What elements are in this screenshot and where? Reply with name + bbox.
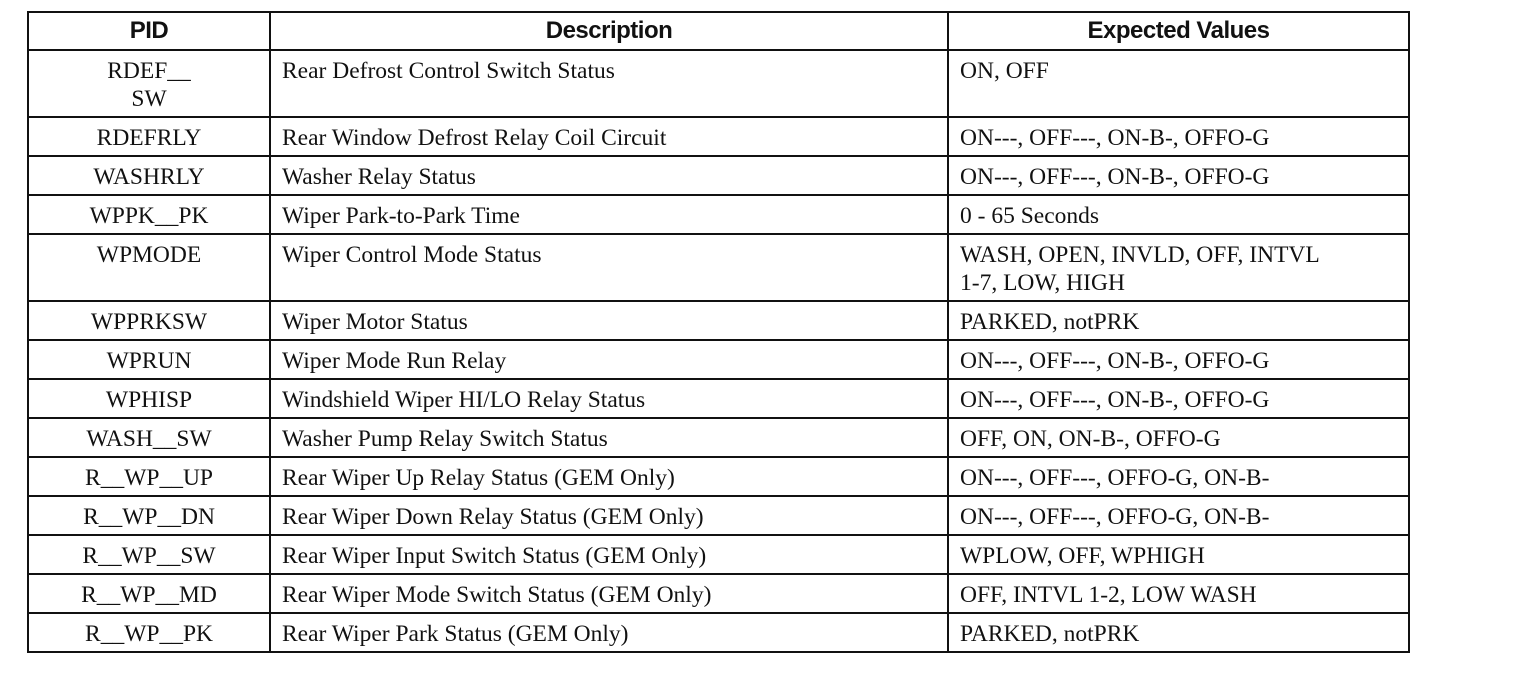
description-cell: Rear Wiper Input Switch Status (GEM Only) — [270, 535, 948, 574]
description-cell: Washer Relay Status — [270, 156, 948, 195]
description-cell: Rear Wiper Park Status (GEM Only) — [270, 613, 948, 652]
expected-values-cell: ON---, OFF---, ON-B-, OFFO-G — [948, 156, 1409, 195]
table-row — [28, 574, 1409, 613]
description-cell: Rear Window Defrost Relay Coil Circuit — [270, 117, 948, 156]
table-row — [28, 535, 1409, 574]
header-pid: PID — [28, 12, 270, 50]
expected-values-cell: PARKED, notPRK — [948, 301, 1409, 340]
expected-values-cell: OFF, ON, ON-B-, OFFO-G — [948, 418, 1409, 457]
pid-cell: WASH__SW — [28, 418, 270, 457]
description-cell: Wiper Motor Status — [270, 301, 948, 340]
expected-values-cell: ON---, OFF---, ON-B-, OFFO-G — [948, 379, 1409, 418]
table-row — [28, 234, 1409, 301]
header-row — [28, 12, 1409, 50]
table-row — [28, 418, 1409, 457]
description-cell: Windshield Wiper HI/LO Relay Status — [270, 379, 948, 418]
expected-values-cell: 0 - 65 Seconds — [948, 195, 1409, 234]
pid-cell: RDEF__ SW — [28, 50, 270, 117]
table-row — [28, 117, 1409, 156]
description-cell: Wiper Mode Run Relay — [270, 340, 948, 379]
pid-cell: R__WP__SW — [28, 535, 270, 574]
table-row — [28, 195, 1409, 234]
table-body — [28, 50, 1409, 652]
pid-cell: WPHISP — [28, 379, 270, 418]
table-row — [28, 379, 1409, 418]
table-row — [28, 613, 1409, 652]
expected-values-cell: ON, OFF — [948, 50, 1409, 117]
description-cell: Rear Wiper Down Relay Status (GEM Only) — [270, 496, 948, 535]
table-row — [28, 457, 1409, 496]
pid-cell: WPRUN — [28, 340, 270, 379]
pid-table — [27, 11, 1410, 653]
table-row — [28, 156, 1409, 195]
pid-cell: R__WP__MD — [28, 574, 270, 613]
pid-cell: RDEFRLY — [28, 117, 270, 156]
table-row — [28, 301, 1409, 340]
table-row — [28, 50, 1409, 117]
pid-cell: R__WP__PK — [28, 613, 270, 652]
expected-values-cell: OFF, INTVL 1-2, LOW WASH — [948, 574, 1409, 613]
description-cell: Rear Wiper Up Relay Status (GEM Only) — [270, 457, 948, 496]
pid-cell: WPPK__PK — [28, 195, 270, 234]
header-expected-values: Expected Values — [948, 12, 1409, 50]
pid-cell: R__WP__UP — [28, 457, 270, 496]
description-cell: Rear Wiper Mode Switch Status (GEM Only) — [270, 574, 948, 613]
expected-values-cell: WASH, OPEN, INVLD, OFF, INTVL 1-7, LOW, HIGH — [948, 234, 1409, 301]
pid-cell: WPMODE — [28, 234, 270, 301]
expected-values-cell: WPLOW, OFF, WPHIGH — [948, 535, 1409, 574]
pid-cell: WPPRKSW — [28, 301, 270, 340]
expected-values-cell: ON---, OFF---, ON-B-, OFFO-G — [948, 340, 1409, 379]
table-row — [28, 496, 1409, 535]
expected-values-cell: ON---, OFF---, OFFO-G, ON-B- — [948, 496, 1409, 535]
pid-cell: WASHRLY — [28, 156, 270, 195]
expected-values-cell: PARKED, notPRK — [948, 613, 1409, 652]
pid-cell: R__WP__DN — [28, 496, 270, 535]
expected-values-cell: ON---, OFF---, OFFO-G, ON-B- — [948, 457, 1409, 496]
header-description: Description — [270, 12, 948, 50]
description-cell: Washer Pump Relay Switch Status — [270, 418, 948, 457]
description-cell: Rear Defrost Control Switch Status — [270, 50, 948, 117]
description-cell: Wiper Park-to-Park Time — [270, 195, 948, 234]
description-cell: Wiper Control Mode Status — [270, 234, 948, 301]
expected-values-cell: ON---, OFF---, ON-B-, OFFO-G — [948, 117, 1409, 156]
table-row — [28, 340, 1409, 379]
